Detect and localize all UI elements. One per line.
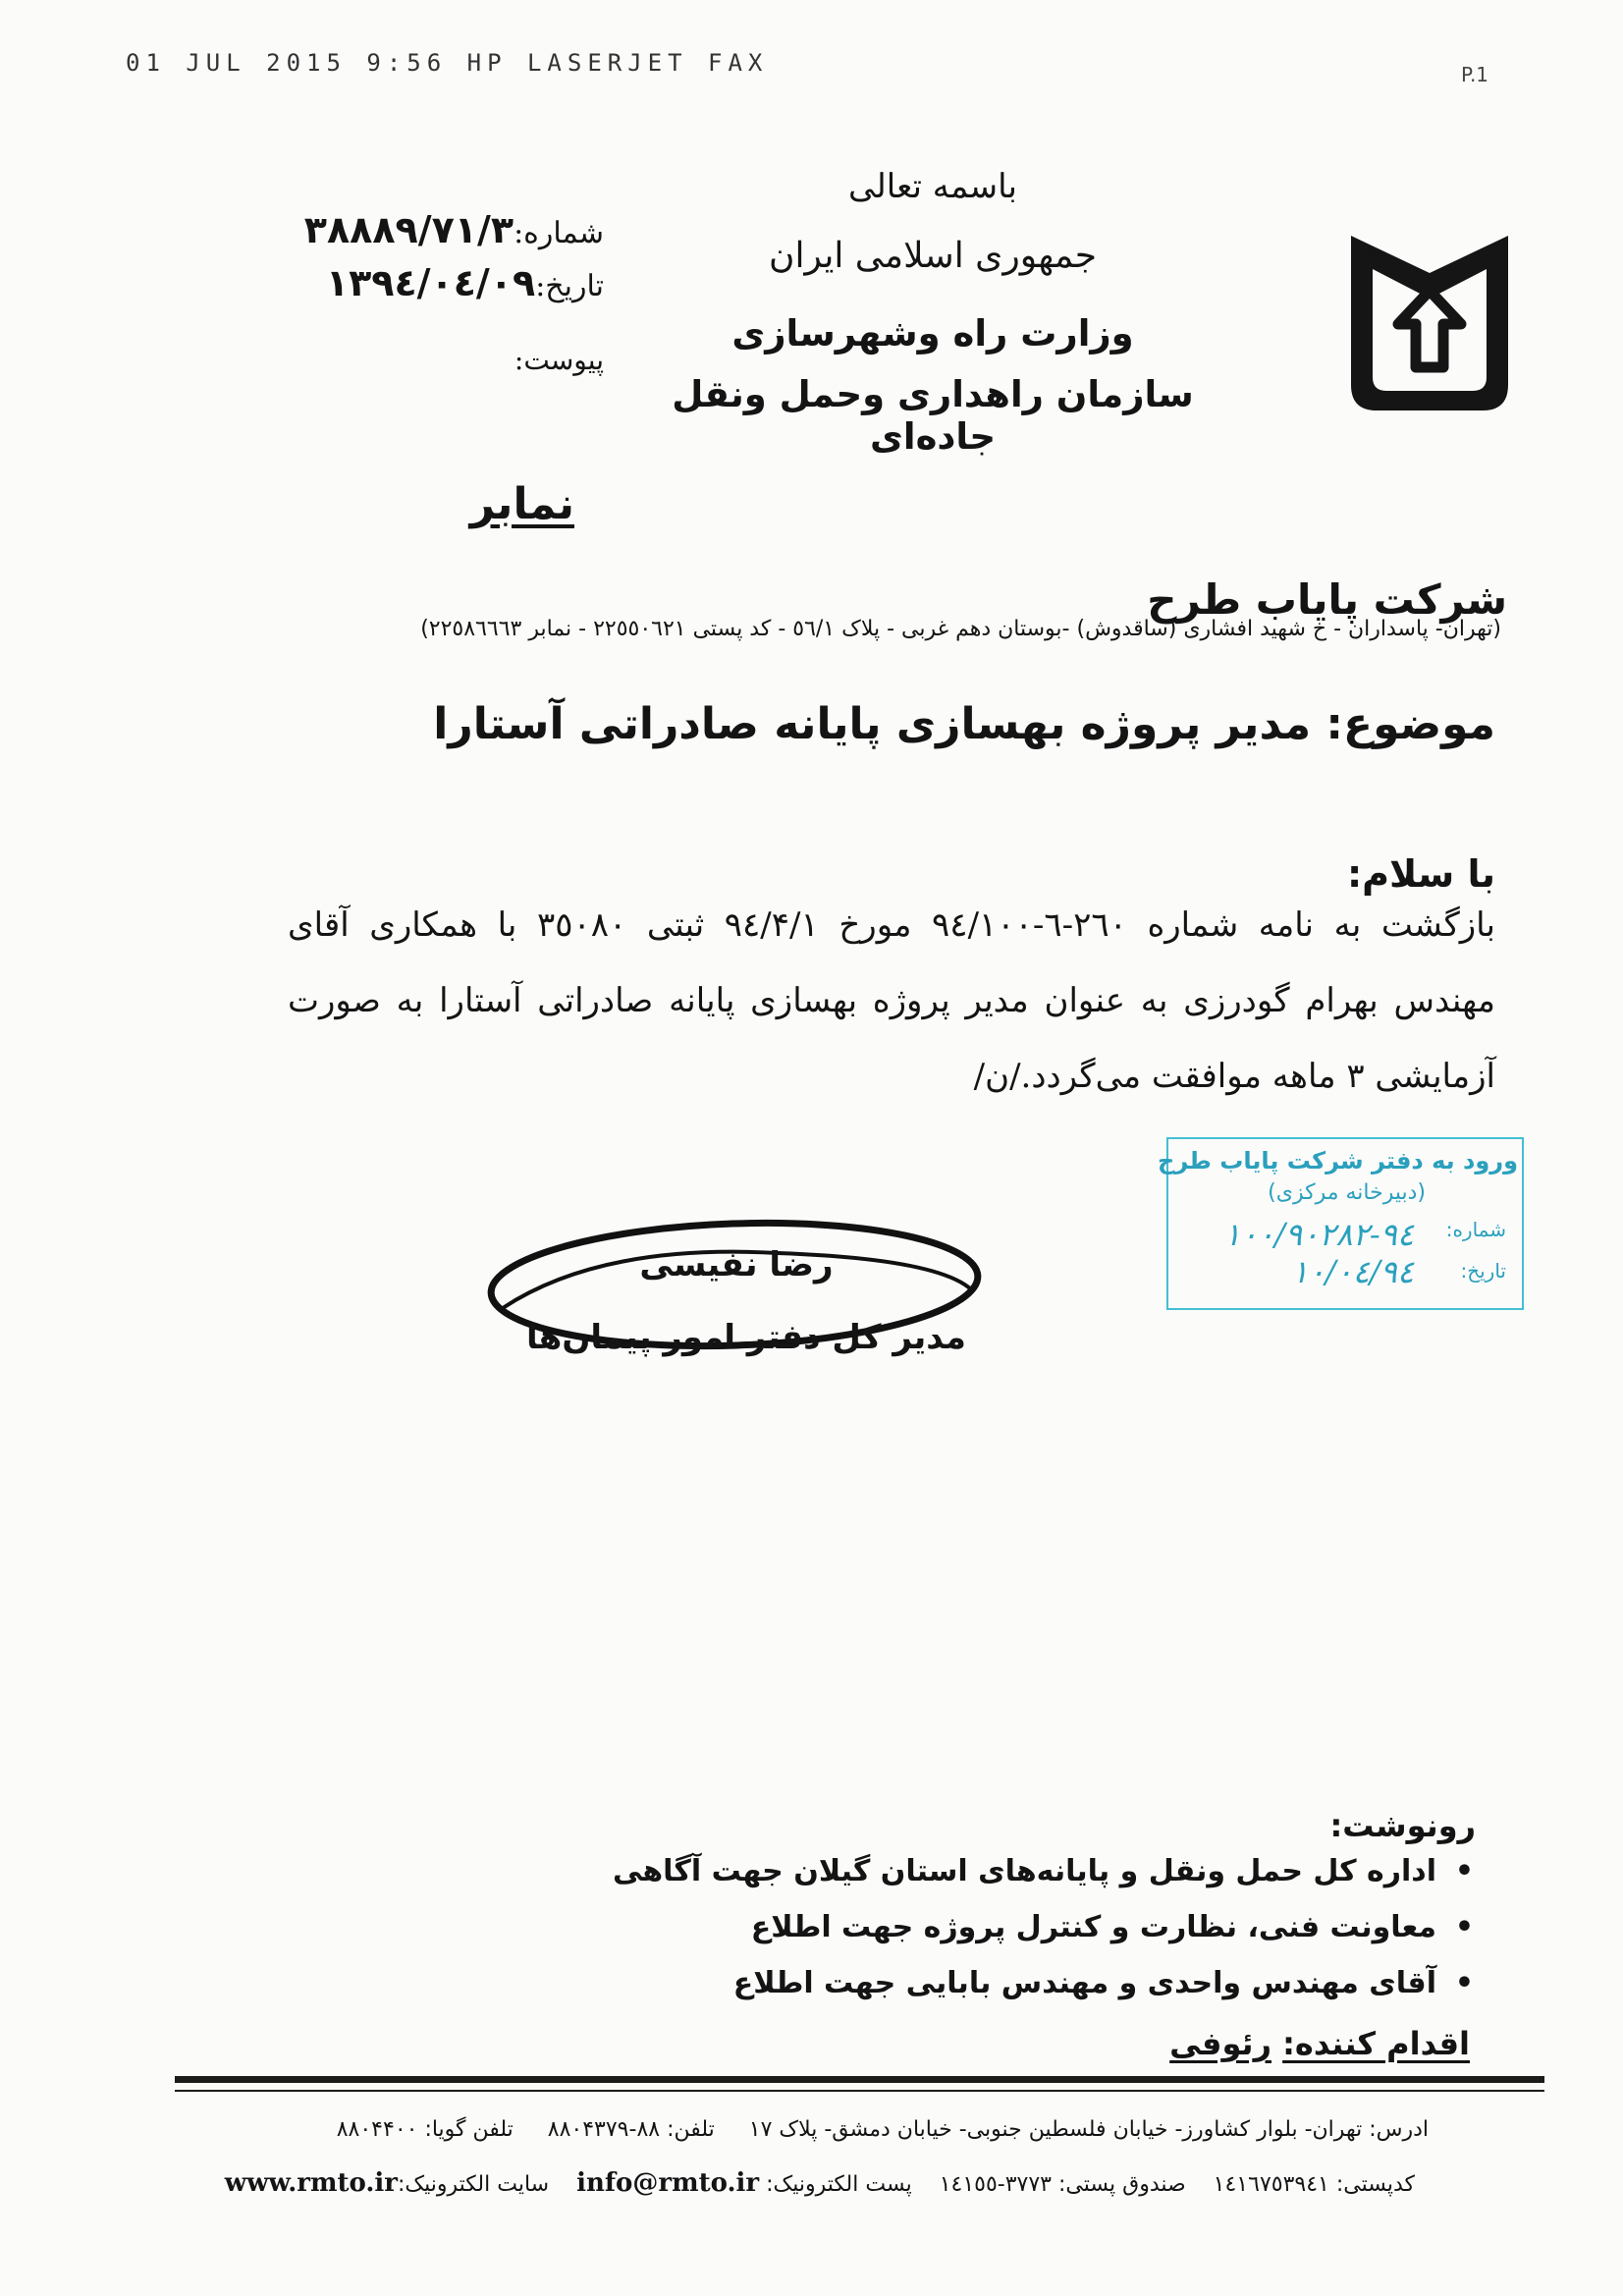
letter-number	[304, 208, 604, 251]
subject-line: موضوع: مدیر پروژه بهسازی پایانه صادراتی آستارا	[433, 699, 1495, 749]
cc-title: رونوشت:	[1329, 1807, 1476, 1844]
footer-postal-code: کدپستی: ۱٤۱٦۷٥۳۹٤۱	[1213, 2172, 1415, 2197]
cc-item: • آقای مهندس واحدی و مهندس بابایی جهت اطلاع	[613, 1966, 1478, 2022]
footer-website[interactable]: www.rmto.ir	[224, 2168, 398, 2198]
action-label: اقدام کننده:	[1282, 2025, 1470, 2062]
signer-name: رضا نفیسی	[639, 1245, 834, 1285]
greeting: با سلام:	[1346, 852, 1495, 896]
action-name: رئوفی	[1169, 2025, 1271, 2062]
footer-phone: تلفن: ۸۸-۸۸۰۴۳۷۹	[547, 2117, 715, 2142]
letter-number-label: شماره:	[514, 216, 604, 250]
footer-rule-thin	[175, 2090, 1544, 2092]
footer-phone-voice: تلفن گویا: ۸۸۰۴۴۰۰	[336, 2117, 514, 2142]
cc-item: • معاونت فنی، نظارت و کنترل پروژه جهت اطلاع	[613, 1910, 1478, 1966]
footer-website-label: سایت الکترونیک:	[398, 2172, 550, 2197]
page-number: P.1	[1461, 63, 1489, 86]
cc-list	[613, 1854, 1478, 2022]
stamp-line2: (دبیرخانه مرکزی)	[1268, 1180, 1426, 1205]
country-name: جمهوری اسلامی ایران	[769, 236, 1097, 276]
fax-header: 01 JUL 2015 9:56 HP LASERJET FAX	[126, 49, 769, 77]
stamp-number-value: ۹۰۲۸۲-۹٤/۱۰۰	[1223, 1216, 1414, 1253]
ministry-name: وزارت راه وشهرسازی	[731, 312, 1134, 355]
document-type: نمابر	[469, 479, 574, 529]
footer-email[interactable]: info@rmto.ir	[576, 2168, 760, 2198]
signer-title: مدیر کل دفتر امور پیمان‌ها	[526, 1318, 966, 1357]
cc-item: • اداره کل حمل ونقل و پایانه‌های استان گیلان جهت آگاهی	[613, 1854, 1478, 1910]
footer-address: ادرس: تهران- بلوار کشاورز- خیابان فلسطین جنوبی- خیابان دمشق- پلاک ۱۷	[748, 2117, 1429, 2142]
received-stamp	[1158, 1137, 1524, 1310]
organization-name: سازمان راهداری وحمل ونقل جاده‌ای	[672, 373, 1194, 458]
basmala: باسمه تعالی	[848, 167, 1017, 206]
letter-date-value: ۱۳۹٤/۰٤/۰۹	[325, 261, 536, 304]
stamp-line1: ورود به دفتر شرکت پایاب طرح	[1158, 1147, 1518, 1175]
footer-line2	[225, 2168, 1415, 2198]
footer-email-label: پست الکترونیک:	[766, 2172, 912, 2197]
rmto-logo-icon	[1337, 230, 1522, 416]
footer-po-box: صندوق پستی: ۳۷۷۳-۱٤۱٥٥	[939, 2172, 1186, 2197]
footer-rule-thick	[175, 2076, 1544, 2083]
letter-number-value: ۳۸۸۸۹/۷۱/۳	[303, 208, 514, 251]
footer-line1	[337, 2117, 1429, 2142]
letter-date	[326, 261, 604, 304]
stamp-number-label: شماره:	[1445, 1218, 1506, 1241]
attachment-label: پیوست:	[514, 344, 604, 376]
stamp-date-label: تاریخ:	[1460, 1259, 1506, 1283]
recipient-address: (تهران- پاسداران - خ شهید افشاری (ساقدوش) -بوستان دهم غربی - پلاک ٥٦/۱ - کد پستی ۲۲٥٥۰٦۲۱ - نمابر ۲۲٥۸٦٦٦۳)	[420, 617, 1501, 641]
recipient-company: شرکت پایاب طرح	[1147, 575, 1507, 624]
stamp-date-value: ۹٤/۰٤/۱۰	[1291, 1253, 1414, 1290]
action-by	[1169, 2025, 1470, 2062]
letter-date-label: تاریخ:	[535, 269, 604, 303]
letter-body: بازگشت به نامه شماره ۲٦۰-٦-۹٤/۱۰۰ مورخ ۹٤/۴/۱ ثبتی ۳٥۰۸۰ با همکاری آقای مهندس بهرام گودرزی به عنوان مدیر پروژه بهسازی پایانه صادراتی آستارا به صورت آزمایشی ۳ ماهه موافقت می‌گردد./ن/	[288, 905, 1496, 1096]
